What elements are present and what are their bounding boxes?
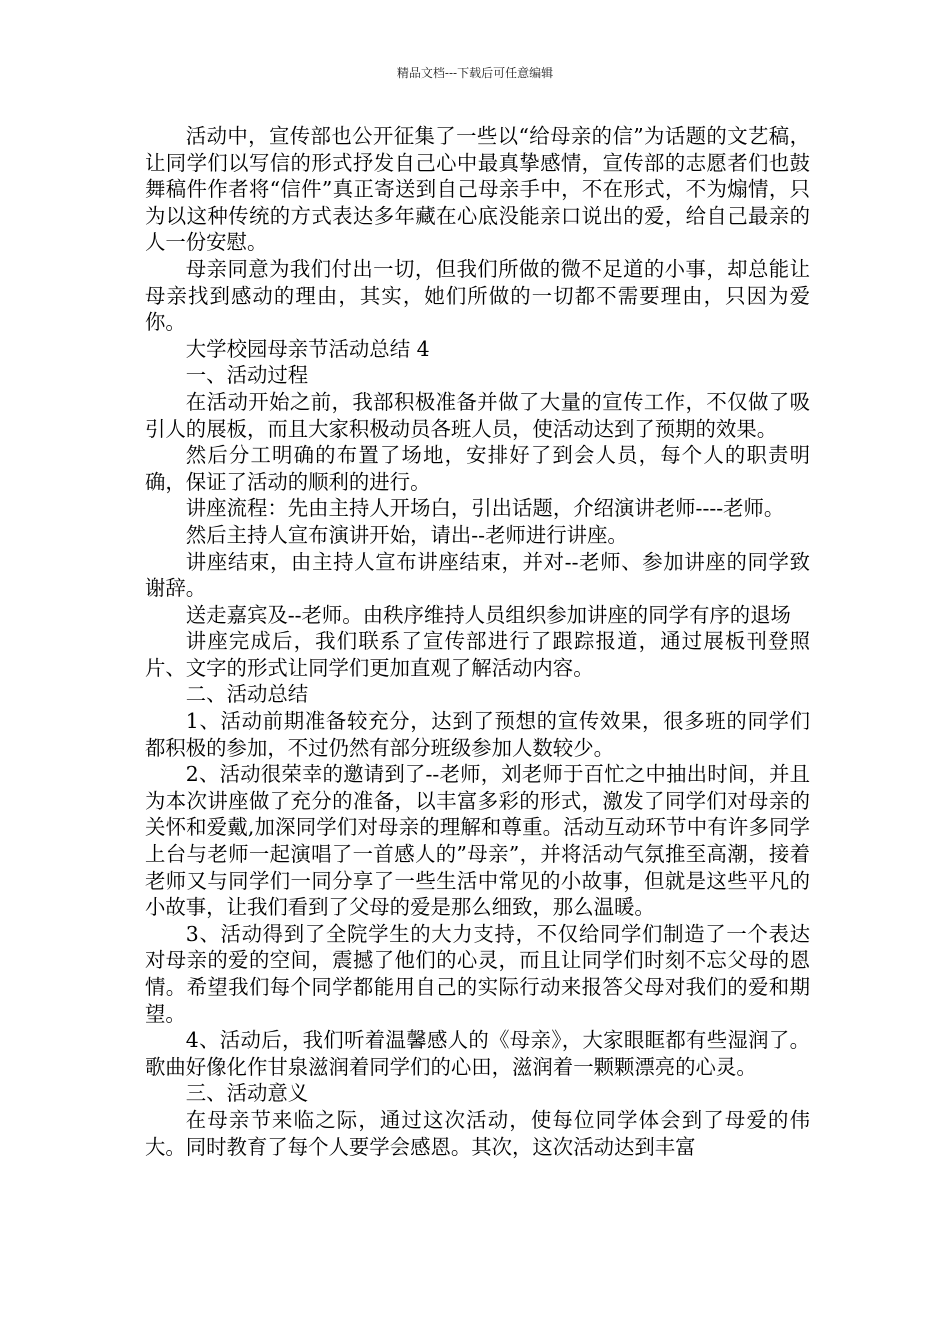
paragraph: 4、活动后，我们听着温馨感人的《母亲》，大家眼眶都有些湿润了。歌曲好像化作甘泉滋润着同学们的心田，滋润着一颗颗漂亮的心灵。 <box>145 1028 810 1079</box>
section-heading: 二、活动总结 <box>185 682 309 707</box>
paragraph: 然后主持人宣布演讲开始，请出--老师进行讲座。 <box>185 522 628 547</box>
paragraph: 讲座完成后，我们联系了宣传部进行了跟踪报道，通过展板刊登照片、文字的形式让同学们更加直观了解活动内容。 <box>145 629 810 680</box>
paragraph: 讲座流程：先由主持人开场白，引出话题，介绍演讲老师----老师。 <box>185 496 785 521</box>
section-heading: 三、活动意义 <box>185 1081 309 1106</box>
paragraph: 1、活动前期准备较充分，达到了预想的宣传效果，很多班的同学们都积极的参加，不过仍然有部分班级参加人数较少。 <box>145 709 810 760</box>
paragraph: 活动中，宣传部也公开征集了一些以“给母亲的信”为话题的文艺稿，让同学们以写信的形式抒发自己心中最真挚感情，宣传部的志愿者们也鼓舞稿件作者将“信件”真正寄送到自己母亲手中，不在形式，不为煽情，只为以这种传统的方式表达多年藏在心底没能亲口说出的爱，给自己最亲的人一份安慰。 <box>145 124 810 255</box>
section-heading: 一、活动过程 <box>185 363 309 388</box>
paragraph: 然后分工明确的布置了场地，安排好了到会人员，每个人的职责明确，保证了活动的顺利的进行。 <box>145 443 810 494</box>
section-title: 大学校园母亲节活动总结 4 <box>185 336 430 361</box>
paragraph: 在活动开始之前，我部积极准备并做了大量的宣传工作，不仅做了吸引人的展板，而且大家积极动员各班人员，使活动达到了预期的效果。 <box>145 389 810 441</box>
document-body <box>145 123 810 1160</box>
paragraph: 送走嘉宾及--老师。由秩序维持人员组织参加讲座的同学有序的退场 <box>185 602 791 627</box>
paragraph: 母亲同意为我们付出一切，但我们所做的微不足道的小事，却总能让母亲找到感动的理由，其实，她们所做的一切都不需要理由，只因为爱你。 <box>145 256 810 335</box>
paragraph: 3、活动得到了全院学生的大力支持，不仅给同学们制造了一个表达对母亲的爱的空间，震撼了他们的心灵，而且让同学们时刻不忘父母的恩情。希望我们每个同学都能用自己的实际行动来报答父母对我们的爱和期望。 <box>145 921 810 1026</box>
paragraph: 在母亲节来临之际，通过这次活动，使每位同学体会到了母爱的伟大。同时教育了每个人要学会感恩。其次，这次活动达到丰富 <box>145 1107 810 1159</box>
paragraph: 讲座结束，由主持人宣布讲座结束，并对--老师、参加讲座的同学致谢辞。 <box>145 549 810 601</box>
paragraph: 2、活动很荣幸的邀请到了--老师，刘老师于百忙之中抽出时间，并且为本次讲座做了充分的准备，以丰富多彩的形式，激发了同学们对母亲的关怀和爱戴,加深同学们对母亲的理解和尊重。活动互动环节中有许多同学上台与老师一起演唱了一首感人的”母亲”，并将活动气氛推至高潮，接着老师又与同学们一同分享了一些生活中常见的小故事，但就是这些平凡的小故事，让我们看到了父母的爱是那么细致，那么温暖。 <box>145 762 810 920</box>
page-header: 精品文档---下载后可任意编辑 <box>396 66 554 80</box>
